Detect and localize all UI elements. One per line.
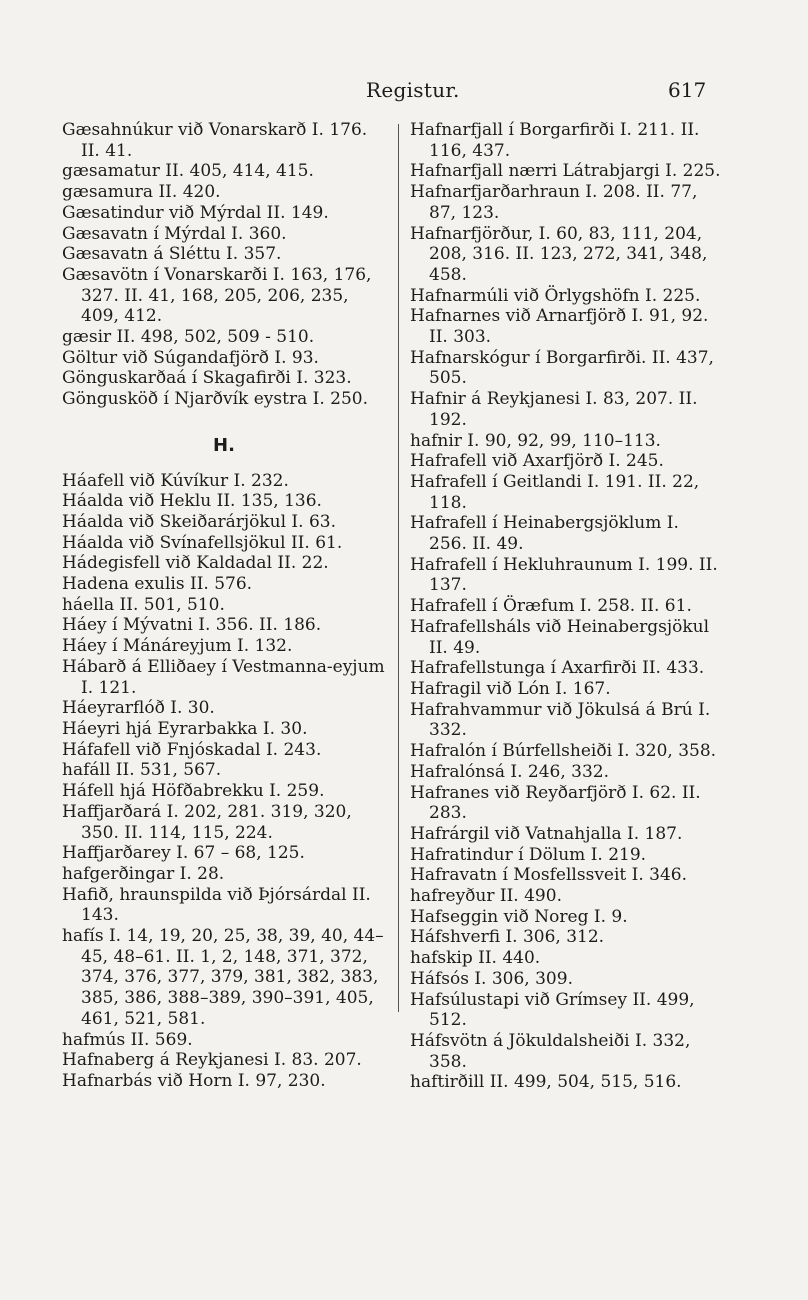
index-entry: Gæsavatn í Mýrdal I. 360. bbox=[62, 223, 287, 244]
index-entry: hafáll II. 531, 567. bbox=[62, 760, 222, 781]
index-entry: hafreyður II. 490. bbox=[410, 886, 562, 907]
page-header bbox=[0, 78, 808, 106]
index-entry: Hafnaberg á Reykjanesi I. 83. 207. bbox=[62, 1050, 362, 1071]
section-heading-h: H. bbox=[213, 434, 235, 456]
index-entry: Haffjarðarey I. 67 – 68, 125. bbox=[62, 843, 305, 864]
right-column bbox=[410, 120, 722, 1093]
index-entry: Gæsavatn á Sléttu I. 357. bbox=[62, 244, 282, 265]
index-entry: Háfsvötn á Jökuldalsheiði I. 332, 358. bbox=[410, 1030, 691, 1072]
index-entry: Hafrafell í Hekluhraunum I. 199. II. 137. bbox=[410, 554, 718, 596]
index-entry: Háeyri hjá Eyrarbakka I. 30. bbox=[62, 718, 308, 739]
index-entry: Hafnarfjall í Borgarfirði I. 211. II. 116, 437. bbox=[410, 120, 700, 161]
index-entry: Hafnarskógur í Borgarfirði. II. 437, 505. bbox=[410, 347, 714, 389]
index-entry: Göltur við Súgandafjörð I. 93. bbox=[62, 347, 319, 368]
index-entry: Háey í Mývatni I. 356. II. 186. bbox=[62, 615, 322, 636]
index-entry: Göngusköð í Njarðvík eystra I. 250. bbox=[62, 389, 368, 410]
index-entry: Hafseggin við Noreg I. 9. bbox=[410, 906, 628, 927]
index-entry: Háalda við Heklu II. 135, 136. bbox=[62, 491, 322, 512]
index-entry: Hafrafellsháls við Heinabergsjökul II. 49. bbox=[410, 616, 710, 658]
index-entry: Hafrafell í Heinabergsjöklum I. 256. II. 49. bbox=[410, 513, 679, 555]
index-entry: Hafrahvammur við Jökulsá á Brú I. 332. bbox=[410, 699, 711, 741]
column-divider bbox=[398, 124, 399, 1012]
left-entries-h bbox=[62, 471, 386, 1092]
index-entry: Hafrafell við Axarfjörð I. 245. bbox=[410, 451, 664, 472]
index-entry: Hafnarnes við Arnarfjörð I. 91, 92. II. 303. bbox=[410, 306, 709, 348]
index-entry: hafskip II. 440. bbox=[410, 948, 541, 969]
index-entry: Háfsós I. 306, 309. bbox=[410, 968, 573, 989]
index-entry: Haffjarðará I. 202, 281. 319, 320, 350. II. 114, 115, 224. bbox=[62, 801, 352, 843]
index-entry: Hafnir á Reykjanesi I. 83, 207. II. 192. bbox=[410, 389, 698, 430]
index-entry: hafnir I. 90, 92, 99, 110–113. bbox=[410, 430, 661, 451]
index-entry: hafmús II. 569. bbox=[62, 1029, 193, 1050]
index-entry: Háalda við Svínafellsjökul II. 61. bbox=[62, 532, 343, 553]
index-entry: Hafrafellstunga í Axarfirði II. 433. bbox=[410, 658, 705, 679]
index-entry: gæsir II. 498, 502, 509 - 510. bbox=[62, 327, 315, 348]
index-entry: Hábarð á Elliðaey í Vestmanna-eyjum I. 121. bbox=[62, 656, 385, 698]
page-number: 617 bbox=[668, 78, 707, 102]
index-entry: Hafravatn í Mosfellssveit I. 346. bbox=[410, 865, 688, 886]
index-entry: háella II. 501, 510. bbox=[62, 594, 225, 615]
index-entry: Gæsatindur við Mýrdal II. 149. bbox=[62, 202, 329, 223]
index-entry: Hafnarmúli við Örlygshöfn I. 225. bbox=[410, 285, 701, 306]
index-entry: Hafrafell í Öræfum I. 258. II. 61. bbox=[410, 596, 692, 617]
index-entry: Hafragil við Lón I. 167. bbox=[410, 678, 611, 699]
index-entry: Hafnarfjarðarhraun I. 208. II. 77, 87, 123. bbox=[410, 182, 698, 223]
index-entry: Hafsúlustapi við Grímsey II. 499, 512. bbox=[410, 989, 695, 1031]
index-entry: Hadena exulis II. 576. bbox=[62, 574, 253, 595]
index-entry: Hafrárgil við Vatnahjalla I. 187. bbox=[410, 823, 683, 844]
left-entries-g bbox=[62, 120, 386, 410]
index-entry: Hafnarfjörður, I. 60, 83, 111, 204, 208, 316. II. 123, 272, 341, 348, 458. bbox=[410, 223, 708, 285]
index-entry: Hafralónsá I. 246, 332. bbox=[410, 761, 610, 782]
running-title: Registur. bbox=[366, 78, 460, 102]
index-entry: Háalda við Skeiðarárjökul I. 63. bbox=[62, 511, 336, 532]
index-entry: hafgerðingar I. 28. bbox=[62, 863, 225, 884]
index-entry: Háfshverfi I. 306, 312. bbox=[410, 927, 605, 948]
index-entry: gæsamura II. 420. bbox=[62, 182, 221, 203]
index-entry: Hádegisfell við Kaldadal II. 22. bbox=[62, 553, 329, 574]
index-entry: Hafratindur í Dölum I. 219. bbox=[410, 844, 647, 865]
index-entry: Háeyrarflóð I. 30. bbox=[62, 698, 215, 719]
index-entry: haftirðill II. 499, 504, 515, 516. bbox=[410, 1072, 682, 1093]
index-entry: Hafnarfjall nærri Látrabjargi I. 225. bbox=[410, 161, 721, 182]
index-entry: Hafið, hraunspilda við Þjórsárdal II. 143. bbox=[62, 884, 371, 926]
index-entry: Gæsavötn í Vonarskarði I. 163, 176, 327. II. 41, 168, 205, 206, 235, 409, 412. bbox=[62, 264, 372, 327]
index-entry: hafís I. 14, 19, 20, 25, 38, 39, 40, 44–45, 48–61. II. 1, 2, 148, 371, 372, 374, 376, 377, 379, 381, 382, 383, 385, 386, 388–389, 390–391, 405, 461, 521, 581. bbox=[62, 926, 384, 1029]
index-entry: Hafrafell í Geitlandi I. 191. II. 22, 118. bbox=[410, 471, 700, 513]
index-entry: Háey í Mánáreyjum I. 132. bbox=[62, 636, 293, 657]
right-entries bbox=[410, 120, 722, 1093]
left-column bbox=[62, 120, 386, 1092]
index-entry: Háfell hjá Höfðabrekku I. 259. bbox=[62, 781, 325, 802]
index-entry: Háafell við Kúvíkur I. 232. bbox=[62, 470, 289, 491]
index-entry: Gæsahnúkur við Vonarskarð I. 176. II. 41. bbox=[62, 120, 368, 161]
index-entry: Gönguskarðaá í Skagafirði I. 323. bbox=[62, 368, 352, 389]
index-entry: gæsamatur II. 405, 414, 415. bbox=[62, 161, 314, 182]
index-entry: Hafranes við Reyðarfjörð I. 62. II. 283. bbox=[410, 782, 701, 824]
index-entry: Háfafell við Fnjóskadal I. 243. bbox=[62, 739, 322, 760]
index-entry: Hafralón í Búrfellsheiði I. 320, 358. bbox=[410, 741, 717, 762]
index-entry: Hafnarbás við Horn I. 97, 230. bbox=[62, 1070, 326, 1091]
